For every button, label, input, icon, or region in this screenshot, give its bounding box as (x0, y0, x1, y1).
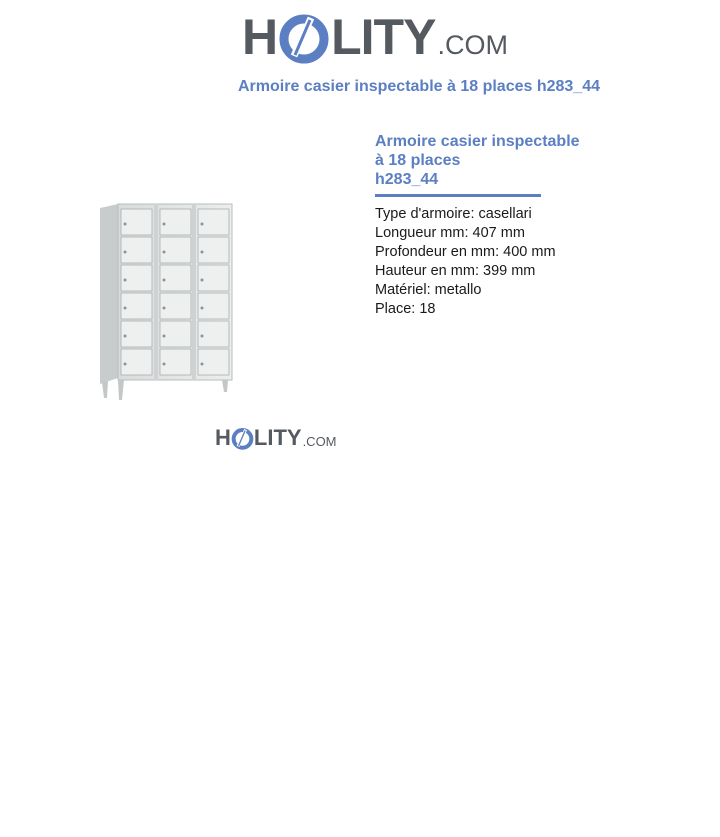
spec-value: 400 mm (503, 244, 556, 260)
spec-list (375, 205, 556, 319)
spec-item: Hauteur en mm: 399 mm (375, 263, 536, 279)
spec-item: Type d'armoire: casellari (375, 206, 532, 222)
spec-label: Type d'armoire (375, 206, 471, 222)
logo-tld: .COM (437, 30, 508, 60)
spec-label: Place (375, 301, 412, 317)
spec-item: Place: 18 (375, 301, 436, 317)
spec-item: Matériel: metallo (375, 282, 482, 298)
logo-letters-lity: LITY (331, 9, 436, 65)
product-title-line: à 18 places (375, 152, 461, 169)
spec-label: Longueur mm (375, 225, 465, 241)
spec-item: Longueur mm: 407 mm (375, 225, 525, 241)
spec-value: 18 (419, 301, 436, 317)
locker-cabinet-image (96, 200, 236, 404)
spec-value: casellari (478, 206, 532, 222)
watermark-o-icon (231, 426, 254, 450)
spec-value: 407 mm (472, 225, 525, 241)
watermark-tld: .COM (302, 434, 337, 449)
title-divider (375, 194, 541, 197)
product-image (96, 200, 236, 404)
logo-letter-h: H (242, 9, 278, 65)
product-title-line: Armoire casier inspectable (375, 133, 580, 150)
spec-label: Hauteur en mm (375, 263, 475, 279)
watermark-logo (215, 426, 337, 450)
product-title (375, 132, 615, 189)
spec-label: Matériel (375, 282, 427, 298)
watermark-letters-lity: LITY (253, 425, 302, 450)
spec-value: 399 mm (483, 263, 536, 279)
page-title: Armoire casier inspectable à 18 places h283_44 (238, 78, 600, 95)
logo-o-icon (278, 10, 330, 64)
product-title-line: h283_44 (375, 171, 439, 188)
spec-item: Profondeur en mm: 400 mm (375, 244, 556, 260)
brand-logo[interactable] (242, 10, 508, 64)
spec-value: metallo (434, 282, 482, 298)
spec-label: Profondeur en mm (375, 244, 496, 260)
watermark-letter-h: H (215, 425, 231, 450)
